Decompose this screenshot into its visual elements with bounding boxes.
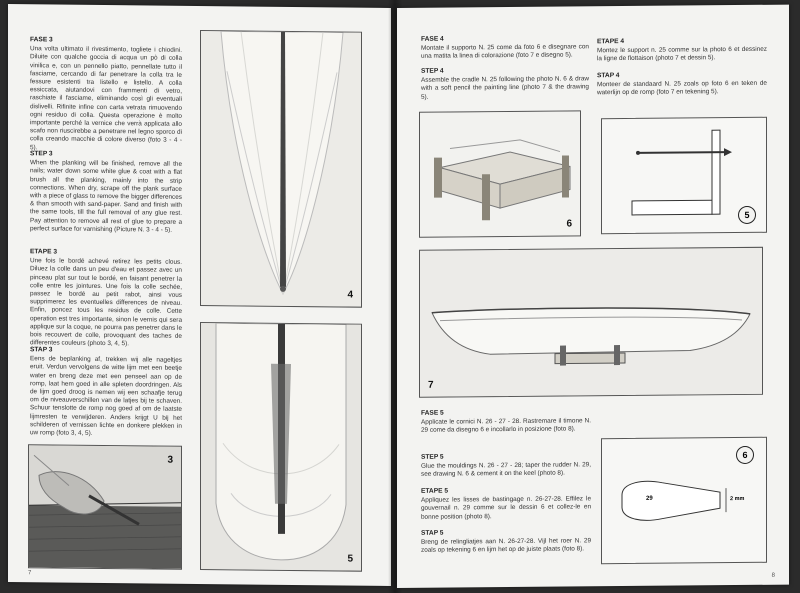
text-block-stap5: [421, 528, 591, 555]
drawing-6-number: 6: [736, 446, 754, 464]
photo-3-number: 3: [167, 454, 173, 466]
heading-step4: STEP 4: [421, 67, 444, 75]
text-block-step3: [30, 150, 182, 235]
body-step5: Glue the mouldings N. 26 - 27 - 28; taper the rudder N. 29, see drawing N. 6 & cement it on the keel (photo 8).: [421, 461, 591, 479]
rudder-part-label: 29: [646, 495, 653, 502]
drawing-6: [601, 437, 767, 564]
heading-step5: STEP 5: [421, 453, 444, 461]
text-block-step4: [421, 66, 589, 101]
right-page: [397, 5, 789, 588]
body-fase4: Montate il supporto N. 25 come da foto 6 e disegnare con una matita la linea di colorazione (foto 7 e disegno 5).: [421, 43, 589, 61]
photo-3: [28, 444, 182, 570]
body-stap5: Breng de relingliatjes aan N. 26-27-28. Vijl het roer N. 29 zoals op tekening 6 en lijm het op de juiste plaats (foto 8).: [421, 537, 591, 555]
text-block-stap3: [30, 346, 182, 439]
heading-stap5: STAP 5: [421, 529, 444, 537]
body-stap3: Eens de beplanking af, trekken wij alle nageltjes eruit. Verdun vervolgens de witte lijm met een beetje water en breng deze met een penseel aan op de romp, laat hem goed in alle spleten doordringen. Als de lijm goed droog is nemen wij een schaafje terug om de niveauverschillen van de latjes bij te schaven. Schuur tenslotte de romp nog goed af om de laatste lijmresten te verwijderen. Anders krijgt U bij het schilderen of vernissen lichte en donkere plekken in uw romp (foto 3, 4, 5).: [30, 355, 182, 437]
heading-etape4: ETAPE 4: [597, 38, 624, 46]
photo-4: [200, 30, 362, 308]
photo-6: [419, 110, 581, 237]
heading-stap3: STAP 3: [30, 346, 53, 354]
heading-stap4: STAP 4: [597, 72, 620, 80]
text-block-fase5: [421, 408, 591, 435]
heading-fase4: FASE 4: [421, 35, 444, 43]
text-block-etape3: [30, 248, 182, 349]
photo-5-number: 5: [347, 553, 353, 565]
text-block-etape4: [597, 37, 767, 64]
heading-etape5: ETAPE 5: [421, 487, 448, 495]
text-block-stap4: [597, 71, 767, 98]
photo-5: [200, 322, 362, 572]
body-etape3: Une fois le bordé achevé retirez les petits clous. Diluez la colle dans un peu d'eau et passez avec un pinceau plat sur tout le bordé, en faisant penetrer la colle entre les jointures. Une fois la colle sechée, passez le bordé au petit rabot, ainsi vous supprimerez les eventuelles differences de niveau. Enfin, poncez tous les residus de colle. Cette operation est tres importante, sinon le vernis qui sera applique sur la coque, ne pourra pas penetrer dans le bois recouvert de colle, provoquant des taches de differentes couleurs (photo 3, 4, 5).: [30, 257, 182, 348]
heading-fase3: FASE 3: [30, 36, 53, 44]
body-stap4: Monteer de standaard N. 25 zoals op foto 6 en teken de waterlijn op de romp (foto 7 en tekening 5).: [597, 79, 767, 97]
page-number-left: 7: [28, 570, 32, 577]
text-block-step5: [421, 452, 591, 479]
drawing-5-number: 5: [738, 206, 756, 224]
heading-step3: STEP 3: [30, 150, 53, 158]
body-etape5: Appliquez les lisses de bastingage n. 26-27-28. Effilez le gouvernail n. 29 comme sur le dessin 6 et collez-le en bonne position (photo 8).: [421, 495, 591, 521]
photo-7-number: 7: [428, 379, 434, 391]
photo-4-number: 4: [347, 289, 353, 301]
page-number-right: 8: [771, 572, 775, 579]
text-block-etape5: [421, 486, 591, 521]
body-fase5: Applicate le cornici N. 26 - 27 - 28. Rastremare il timone N. 29 come da disegno 6 e incollarlo in posizione (foto 8).: [421, 417, 591, 435]
body-step3: When the planking will be finished, remove all the nails; water down some white glue & coat with a flat brush all the planking, mainly into the strip connections. When dry, scrape off the plank surface with a piece of glass to remove the bigger differences & than smooth with sand-paper. Sand and finish with the same tools, till the full removal of any glue rest. Pay attention to remove all rest of glue to prepare a perfect surface for varnishing (Picture N. 3 - 4 - 5).: [30, 159, 182, 234]
text-block-fase3: [30, 36, 182, 153]
photo-7: [419, 247, 763, 398]
body-step4: Assemble the cradle N. 25 following the photo N. 6 & draw with a soft pencil the painting line (photo 7 & the drawing 5).: [421, 75, 589, 101]
photo-6-number: 6: [566, 218, 572, 230]
heading-fase5: FASE 5: [421, 409, 444, 417]
heading-etape3: ETAPE 3: [30, 248, 57, 256]
left-page: [8, 4, 391, 586]
text-block-fase4: [421, 34, 589, 61]
body-etape4: Montez le support n. 25 comme sur la photo 6 et dessinez la ligne de flottaison (photo 7 et dessin 5).: [597, 45, 767, 63]
drawing-5: [601, 117, 767, 234]
body-fase3: Una volta ultimato il rivestimento, togliete i chiodini. Diluite con qualche goccia di acqua un pò di colla vinilica e, con un pennello piatto, pennellate tutto il fasciame, cercando di far penetrare la colla tra le fessure esistenti tra listello e listello. A colla essiccata, aiutandovi con frammenti di vetro, raschiate il fasciame, eliminando così gli eventuali dislivelli. Rifinite infine con carta vetrata rimuovendo ogni residuo di colla. Questa operazione è molto importante perché la vernice che verrà applicata allo scafo non riuscirebbe a penetrare nel legno sporco di colla creando macchie di colore diverso (foto 3 - 4 - 5).: [30, 45, 182, 151]
rudder-dimension-label: 2 mm: [730, 495, 745, 503]
